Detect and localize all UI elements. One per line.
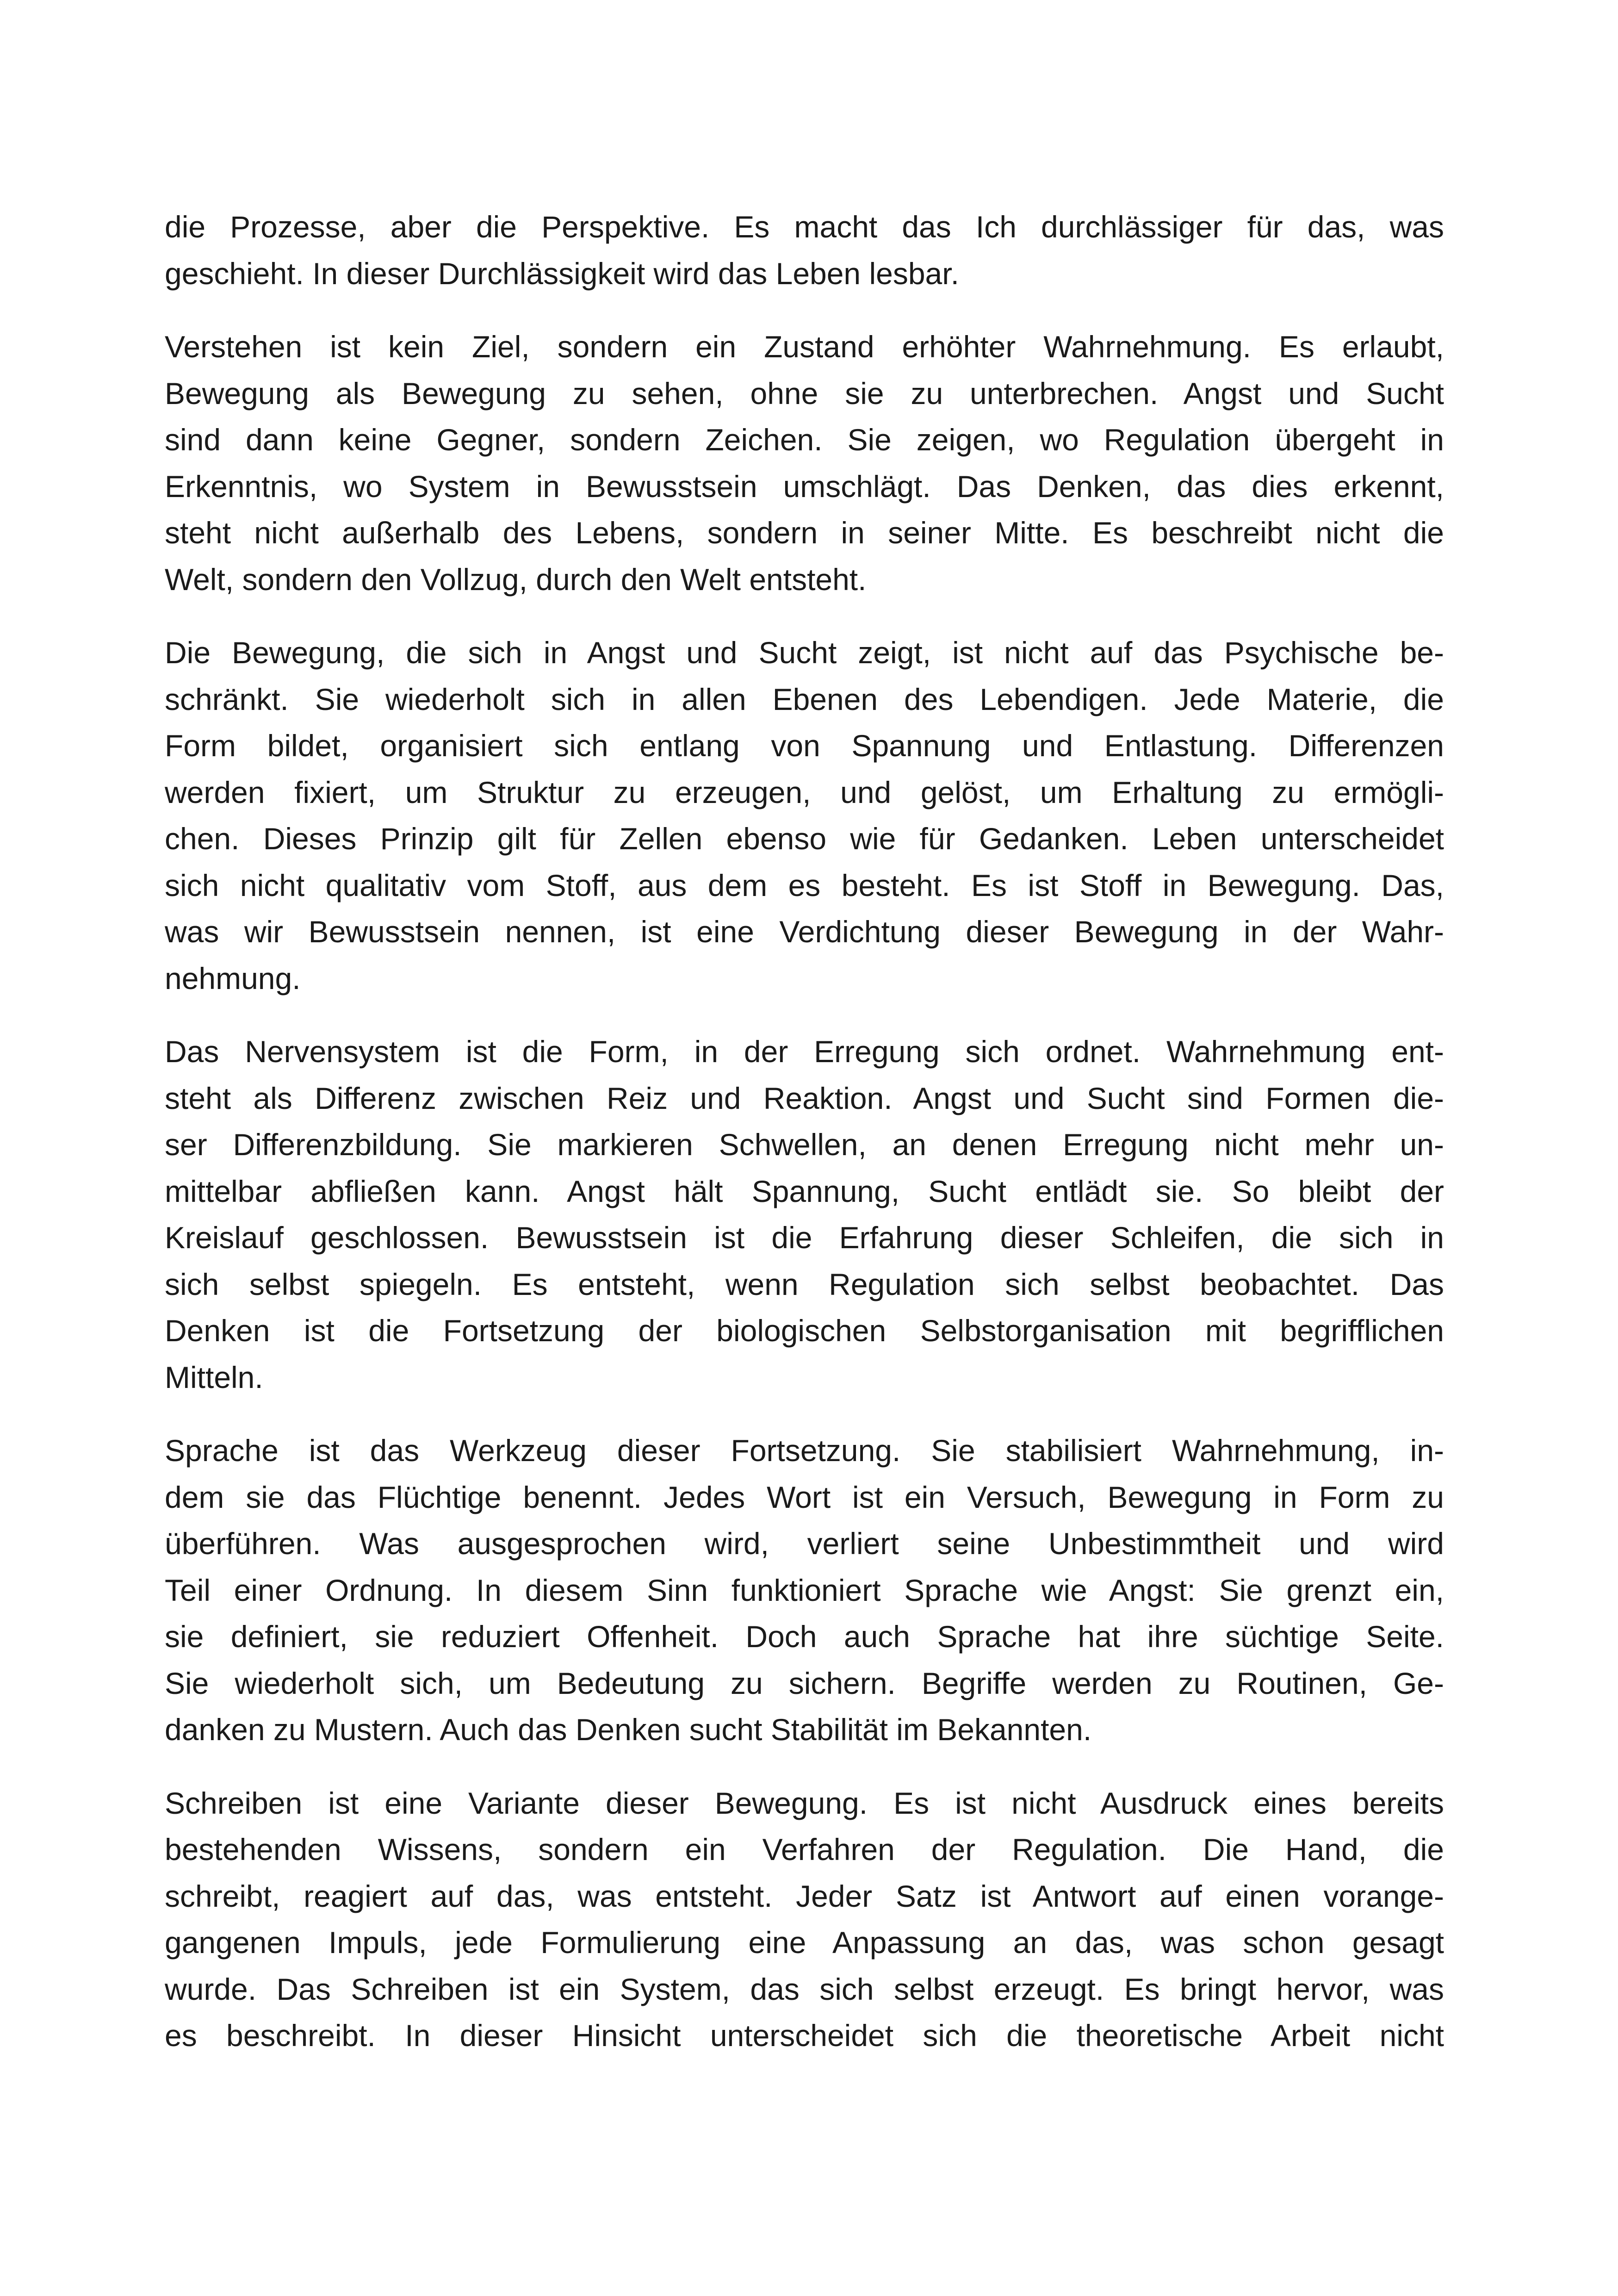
text-line: Sie wiederholt sich, um Bedeutung zu sichern. Begriffe werden zu Routinen, Ge-	[165, 1666, 1444, 1700]
text-line: gangenen Impuls, jede Formulierung eine Anpassung an das, was schon gesagt	[165, 1925, 1444, 1960]
text-line: Verstehen ist kein Ziel, sondern ein Zustand erhöhter Wahrnehmung. Es erlaubt,	[165, 330, 1444, 364]
text-line: Die Bewegung, die sich in Angst und Sucht zeigt, ist nicht auf das Psychische be-	[165, 635, 1444, 670]
text-line: schränkt. Sie wiederholt sich in allen Ebenen des Lebendigen. Jede Materie, die	[165, 682, 1444, 716]
text-line: steht als Differenz zwischen Reiz und Reaktion. Angst und Sucht sind Formen die-	[165, 1081, 1444, 1115]
paragraph-6	[165, 1780, 1444, 2059]
text-line: Welt, sondern den Vollzug, durch den Welt entsteht.	[165, 562, 867, 597]
text-line: die Prozesse, aber die Perspektive. Es macht das Ich durchlässiger für das, was	[165, 210, 1444, 244]
text-line: Kreislauf geschlossen. Bewusstsein ist die Erfahrung dieser Schleifen, die sich in	[165, 1220, 1444, 1255]
text-line: überführen. Was ausgesprochen wird, verliert seine Unbestimmtheit und wird	[165, 1526, 1444, 1561]
text-line: chen. Dieses Prinzip gilt für Zellen ebenso wie für Gedanken. Leben unterscheidet	[165, 821, 1444, 856]
text-line: danken zu Mustern. Auch das Denken sucht Stabilität im Bekannten.	[165, 1712, 1092, 1747]
text-line: geschieht. In dieser Durchlässigkeit wird das Leben lesbar.	[165, 256, 959, 291]
text-line: Erkenntnis, wo System in Bewusstsein umschlägt. Das Denken, das dies erkennt,	[165, 469, 1444, 504]
text-line: Form bildet, organisiert sich entlang von Spannung und Entlastung. Differenzen	[165, 728, 1444, 763]
text-line: Das Nervensystem ist die Form, in der Erregung sich ordnet. Wahrnehmung ent-	[165, 1034, 1444, 1069]
text-line: wurde. Das Schreiben ist ein System, das sich selbst erzeugt. Es bringt hervor, was	[165, 1972, 1444, 2006]
text-line: es beschreibt. In dieser Hinsicht unterscheidet sich die theoretische Arbeit nicht	[165, 2018, 1444, 2053]
text-line: Denken ist die Fortsetzung der biologischen Selbstorganisation mit begrifflichen	[165, 1313, 1444, 1348]
text-line: sich nicht qualitativ vom Stoff, aus dem es besteht. Es ist Stoff in Bewegung. Das,	[165, 868, 1444, 902]
paragraph-2	[165, 324, 1444, 603]
text-line: Sprache ist das Werkzeug dieser Fortsetzung. Sie stabilisiert Wahrnehmung, in-	[165, 1433, 1444, 1468]
text-line: bestehenden Wissens, sondern ein Verfahren der Regulation. Die Hand, die	[165, 1832, 1444, 1867]
text-line: sind dann keine Gegner, sondern Zeichen. Sie zeigen, wo Regulation übergeht in	[165, 423, 1444, 457]
paragraph-1	[165, 204, 1444, 297]
text-line: werden fixiert, um Struktur zu erzeugen, und gelöst, um Erhaltung zu ermögli-	[165, 775, 1444, 809]
text-line: Mitteln.	[165, 1360, 263, 1394]
text-line: was wir Bewusstsein nennen, ist eine Verdichtung dieser Bewegung in der Wahr-	[165, 915, 1444, 949]
paragraph-3	[165, 629, 1444, 1002]
text-line: sie definiert, sie reduziert Offenheit. Doch auch Sprache hat ihre süchtige Seite.	[165, 1619, 1444, 1654]
text-line: dem sie das Flüchtige benennt. Jedes Wort ist ein Versuch, Bewegung in Form zu	[165, 1480, 1444, 1514]
text-line: ser Differenzbildung. Sie markieren Schwellen, an denen Erregung nicht mehr un-	[165, 1127, 1444, 1162]
text-line: Teil einer Ordnung. In diesem Sinn funktioniert Sprache wie Angst: Sie grenzt ein,	[165, 1573, 1444, 1607]
text-line: sich selbst spiegeln. Es entsteht, wenn Regulation sich selbst beobachtet. Das	[165, 1267, 1444, 1301]
text-line: steht nicht außerhalb des Lebens, sondern in seiner Mitte. Es beschreibt nicht die	[165, 516, 1444, 550]
paragraph-5	[165, 1427, 1444, 1753]
text-line: Bewegung als Bewegung zu sehen, ohne sie zu unterbrechen. Angst und Sucht	[165, 376, 1444, 411]
paragraph-4	[165, 1028, 1444, 1400]
text-line: schreibt, reagiert auf das, was entsteht. Jeder Satz ist Antwort auf einen vorange-	[165, 1879, 1444, 1913]
text-line: Schreiben ist eine Variante dieser Bewegung. Es ist nicht Ausdruck eines bereits	[165, 1786, 1444, 1820]
text-line: mittelbar abfließen kann. Angst hält Spannung, Sucht entlädt sie. So bleibt der	[165, 1174, 1444, 1208]
text-line: nehmung.	[165, 961, 301, 996]
body-text	[165, 204, 1444, 2086]
